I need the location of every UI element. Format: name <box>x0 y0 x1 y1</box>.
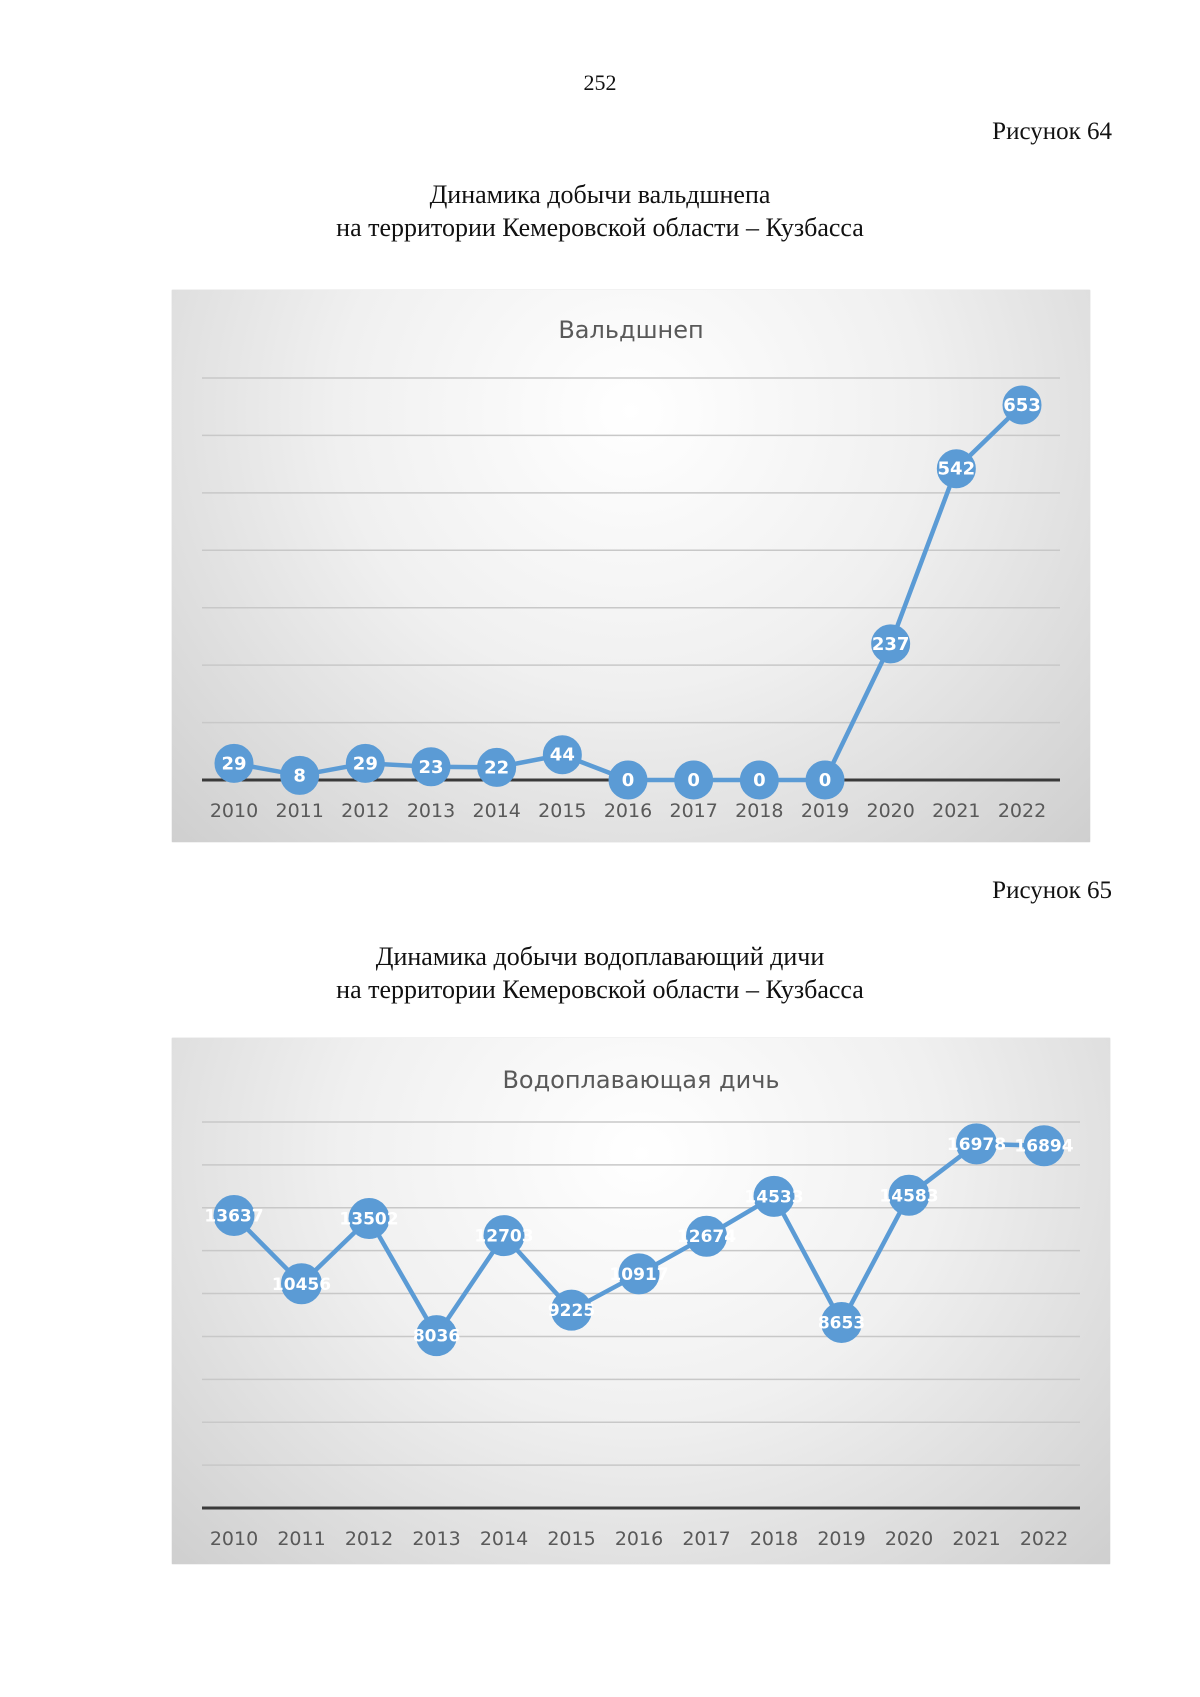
woodcock-x-tick-2016: 2016 <box>603 800 653 822</box>
waterfowl-series-line <box>234 1144 1044 1336</box>
woodcock-data-label-2016: 0 <box>621 770 635 791</box>
waterfowl-data-label-2011: 10456 <box>271 1274 332 1295</box>
waterfowl-x-tick-2013: 2013 <box>412 1528 461 1550</box>
waterfowl-data-label-2020: 14583 <box>879 1186 939 1207</box>
woodcock-data-label-2020: 237 <box>871 633 910 655</box>
waterfowl-data-label-2016: 10917 <box>609 1264 669 1285</box>
figure-64-caption <box>0 178 1200 244</box>
waterfowl-data-label-2014: 12703 <box>474 1226 534 1247</box>
woodcock-x-tick-2020: 2020 <box>866 800 915 822</box>
woodcock-data-label-2010: 29 <box>221 753 247 775</box>
woodcock-x-tick-2012: 2012 <box>341 800 390 822</box>
woodcock-x-tick-2014: 2014 <box>472 800 521 822</box>
woodcock-x-tick-2017: 2017 <box>669 800 718 822</box>
waterfowl-x-tick-2014: 2014 <box>479 1528 529 1550</box>
waterfowl-data-label-2017: 12674 <box>676 1227 737 1248</box>
woodcock-x-tick-2022: 2022 <box>997 800 1047 822</box>
woodcock-data-label-2021: 542 <box>937 458 976 480</box>
figure-65-label: Рисунок 65 <box>992 877 1112 904</box>
waterfowl-x-tick-2012: 2012 <box>344 1528 394 1550</box>
waterfowl-line-chart <box>172 1038 1110 1564</box>
woodcock-data-label-2011: 8 <box>293 765 306 787</box>
waterfowl-data-label-2013: 8036 <box>412 1326 461 1347</box>
woodcock-data-label-2017: 0 <box>687 770 700 791</box>
woodcock-x-tick-2015: 2015 <box>538 800 587 822</box>
figure-64-caption-line1: Динамика добычи вальдшнепа <box>429 180 771 209</box>
waterfowl-x-tick-2020: 2020 <box>884 1528 934 1550</box>
waterfowl-chart-area <box>172 1038 1110 1564</box>
waterfowl-data-label-2018: 14533 <box>744 1187 804 1208</box>
waterfowl-x-tick-2019: 2019 <box>817 1528 866 1550</box>
woodcock-x-tick-2013: 2013 <box>406 800 456 822</box>
waterfowl-x-tick-2015: 2015 <box>547 1528 596 1550</box>
waterfowl-x-tick-2018: 2018 <box>749 1528 799 1550</box>
woodcock-data-label-2018: 0 <box>753 770 766 791</box>
woodcock-x-tick-2018: 2018 <box>735 800 784 822</box>
woodcock-chart-title: Вальдшнеп <box>558 316 704 344</box>
waterfowl-chart-title: Водоплавающая дичь <box>502 1066 780 1094</box>
figure-64-label: Рисунок 64 <box>992 118 1112 145</box>
woodcock-line-chart <box>172 290 1090 842</box>
woodcock-data-label-2014: 22 <box>484 757 510 779</box>
woodcock-x-tick-2019: 2019 <box>800 800 850 822</box>
waterfowl-x-tick-2011: 2011 <box>277 1528 326 1550</box>
woodcock-series-line <box>234 405 1022 780</box>
waterfowl-x-tick-2017: 2017 <box>682 1528 731 1550</box>
waterfowl-x-tick-2010: 2010 <box>209 1528 259 1550</box>
page-number: 252 <box>583 70 617 95</box>
waterfowl-x-tick-2021: 2021 <box>952 1528 1001 1550</box>
figure-64-caption-line2: на территории Кемеровской области – Кузбасса <box>336 213 864 242</box>
waterfowl-x-tick-2016: 2016 <box>614 1528 664 1550</box>
waterfowl-data-label-2012: 13502 <box>339 1209 399 1230</box>
waterfowl-data-label-2022: 16894 <box>1014 1136 1074 1157</box>
figure-65-caption <box>0 940 1200 1006</box>
woodcock-x-tick-2011: 2011 <box>275 800 324 822</box>
waterfowl-data-label-2019: 8653 <box>817 1313 866 1334</box>
woodcock-x-tick-2010: 2010 <box>209 800 259 822</box>
woodcock-data-label-2019: 0 <box>818 770 832 791</box>
woodcock-chart-area <box>172 290 1090 842</box>
woodcock-data-label-2012: 29 <box>352 753 378 775</box>
waterfowl-data-label-2010: 13637 <box>204 1206 264 1227</box>
waterfowl-data-label-2021: 16978 <box>946 1134 1007 1155</box>
figure-65-caption-line1: Динамика добычи водоплавающий дичи <box>375 942 825 971</box>
woodcock-data-label-2015: 44 <box>549 744 575 766</box>
waterfowl-x-tick-2022: 2022 <box>1019 1528 1069 1550</box>
woodcock-x-tick-2021: 2021 <box>932 800 981 822</box>
waterfowl-data-label-2015: 9225 <box>547 1301 596 1322</box>
woodcock-data-label-2013: 23 <box>418 756 444 778</box>
woodcock-data-label-2022: 653 <box>1003 394 1041 416</box>
figure-65-caption-line2: на территории Кемеровской области – Кузбасса <box>336 975 864 1004</box>
